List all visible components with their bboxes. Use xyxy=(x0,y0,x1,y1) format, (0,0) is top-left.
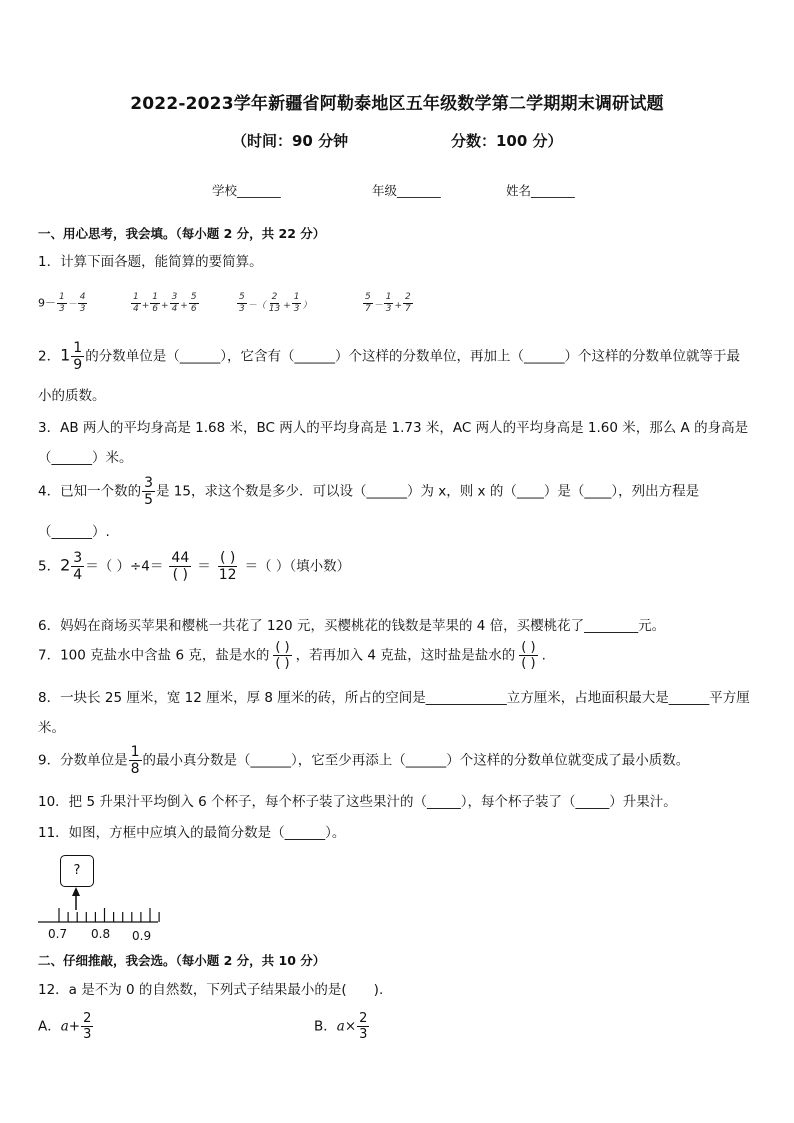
tick-label-0.8: 0.8 xyxy=(91,927,111,941)
question-1: 1．计算下面各题，能简算的要简算。 xyxy=(38,254,263,270)
page-title: 2022-2023学年新疆省阿勒泰地区五年级数学第二学期期末调研试题 xyxy=(130,94,664,114)
question-12: 12．a 是不为 0 的自然数，下列式子结果最小的是( ). xyxy=(38,982,384,998)
q1-expr-1: 9－ $\frac{1}{3}$ － $\frac{4}{3}$ xyxy=(38,292,86,314)
question-9: 9．分数单位是 $\frac{1}{8}$ 的最小真分数是（______），它至少再添上（______）个这样的分数单位就变成了最小质数。 xyxy=(38,744,690,777)
section2-heading: 二、仔细推敲，我会选。（每小题 2 分，共 10 分） xyxy=(38,953,326,968)
question-6: 6．妈妈在商场买苹果和樱桃一共花了 120 元，买樱桃花的钱数是苹果的 4 倍，买樱桃花了________元。 xyxy=(38,618,666,634)
question-3-cont: （______）米。 xyxy=(38,450,133,466)
tick-marks xyxy=(59,908,159,922)
grade-field: 年级_______ xyxy=(372,183,441,198)
option-a: A．a+ $\frac{2}{3}$ xyxy=(38,1011,92,1042)
question-4-cont: （______）. xyxy=(38,524,110,540)
question-2-cont: 小的质数。 xyxy=(38,388,106,404)
tick-label-0.9: 0.9 xyxy=(132,929,152,943)
question-10: 10．把 5 升果汁平均倒入 6 个杯子，每个杯子装了这些果汁的（_____），每个杯子装了（_____）升果汁。 xyxy=(38,794,677,810)
answer-box: ? xyxy=(60,855,94,887)
number-line-figure xyxy=(36,852,166,944)
exam-score: 分数：100 分） xyxy=(451,132,563,150)
question-8-cont: 米。 xyxy=(38,720,65,736)
question-7: 7．100 克盐水中含盐 6 克，盐是水的 $\frac{( )}{( )}$ ，若再加入 4 克盐，这时盐是盐水的 $\frac{( )}{( )}$ . xyxy=(38,640,546,671)
q1-expr-3: $\frac{5}{3}$ －（ $\frac{2}{13}$ + $\frac{1}{3}$ ） xyxy=(239,292,312,314)
question-11: 11．如图，方框中应填入的最简分数是（______）。 xyxy=(38,825,346,841)
section1-heading: 一、用心思考，我会填。（每小题 2 分，共 22 分） xyxy=(38,226,326,241)
question-5: 5．2 $\frac{3}{4}$ ＝（ ）÷4＝ $\frac{44}{( )}$ ＝ $\frac{( )}{12}$ ＝（ ）（填小数） xyxy=(38,550,351,583)
name-field: 姓名_______ xyxy=(506,183,575,198)
question-8: 8．一块长 25 厘米，宽 12 厘米，厚 8 厘米的砖，所占的空间是____________立方厘米，占地面积最大是______平方厘 xyxy=(38,690,750,706)
question-3: 3．AB 两人的平均身高是 1.68 米，BC 两人的平均身高是 1.73 米，AC 两人的平均身高是 1.60 米，那么 A 的身高是 xyxy=(38,420,749,436)
question-4: 4．已知一个数的 $\frac{3}{5}$ 是 15，求这个数是多少．可以设（______）为 x，则 x 的（____）是（____），列出方程是 xyxy=(38,475,700,508)
option-b: B．a× $\frac{2}{3}$ xyxy=(314,1011,368,1042)
question-2: 2．1 $\frac{1}{9}$ 的分数单位是（______），它含有（______）个这样的分数单位，再加上（______）个这样的分数单位就等于最 xyxy=(38,340,740,373)
exam-time: （时间：90 分钟 xyxy=(232,132,349,150)
school-field: 学校_______ xyxy=(212,183,281,198)
pointer-arrow-head xyxy=(72,887,80,896)
q1-expr-2: $\frac{1}{4}$ + $\frac{1}{6}$ + $\frac{3}{4}$ + $\frac{5}{6}$ xyxy=(133,292,197,314)
q1-expr-4: $\frac{5}{7}$ － $\frac{1}{3}$ + $\frac{2}{7}$ xyxy=(365,292,411,314)
tick-label-0.7: 0.7 xyxy=(48,927,68,941)
